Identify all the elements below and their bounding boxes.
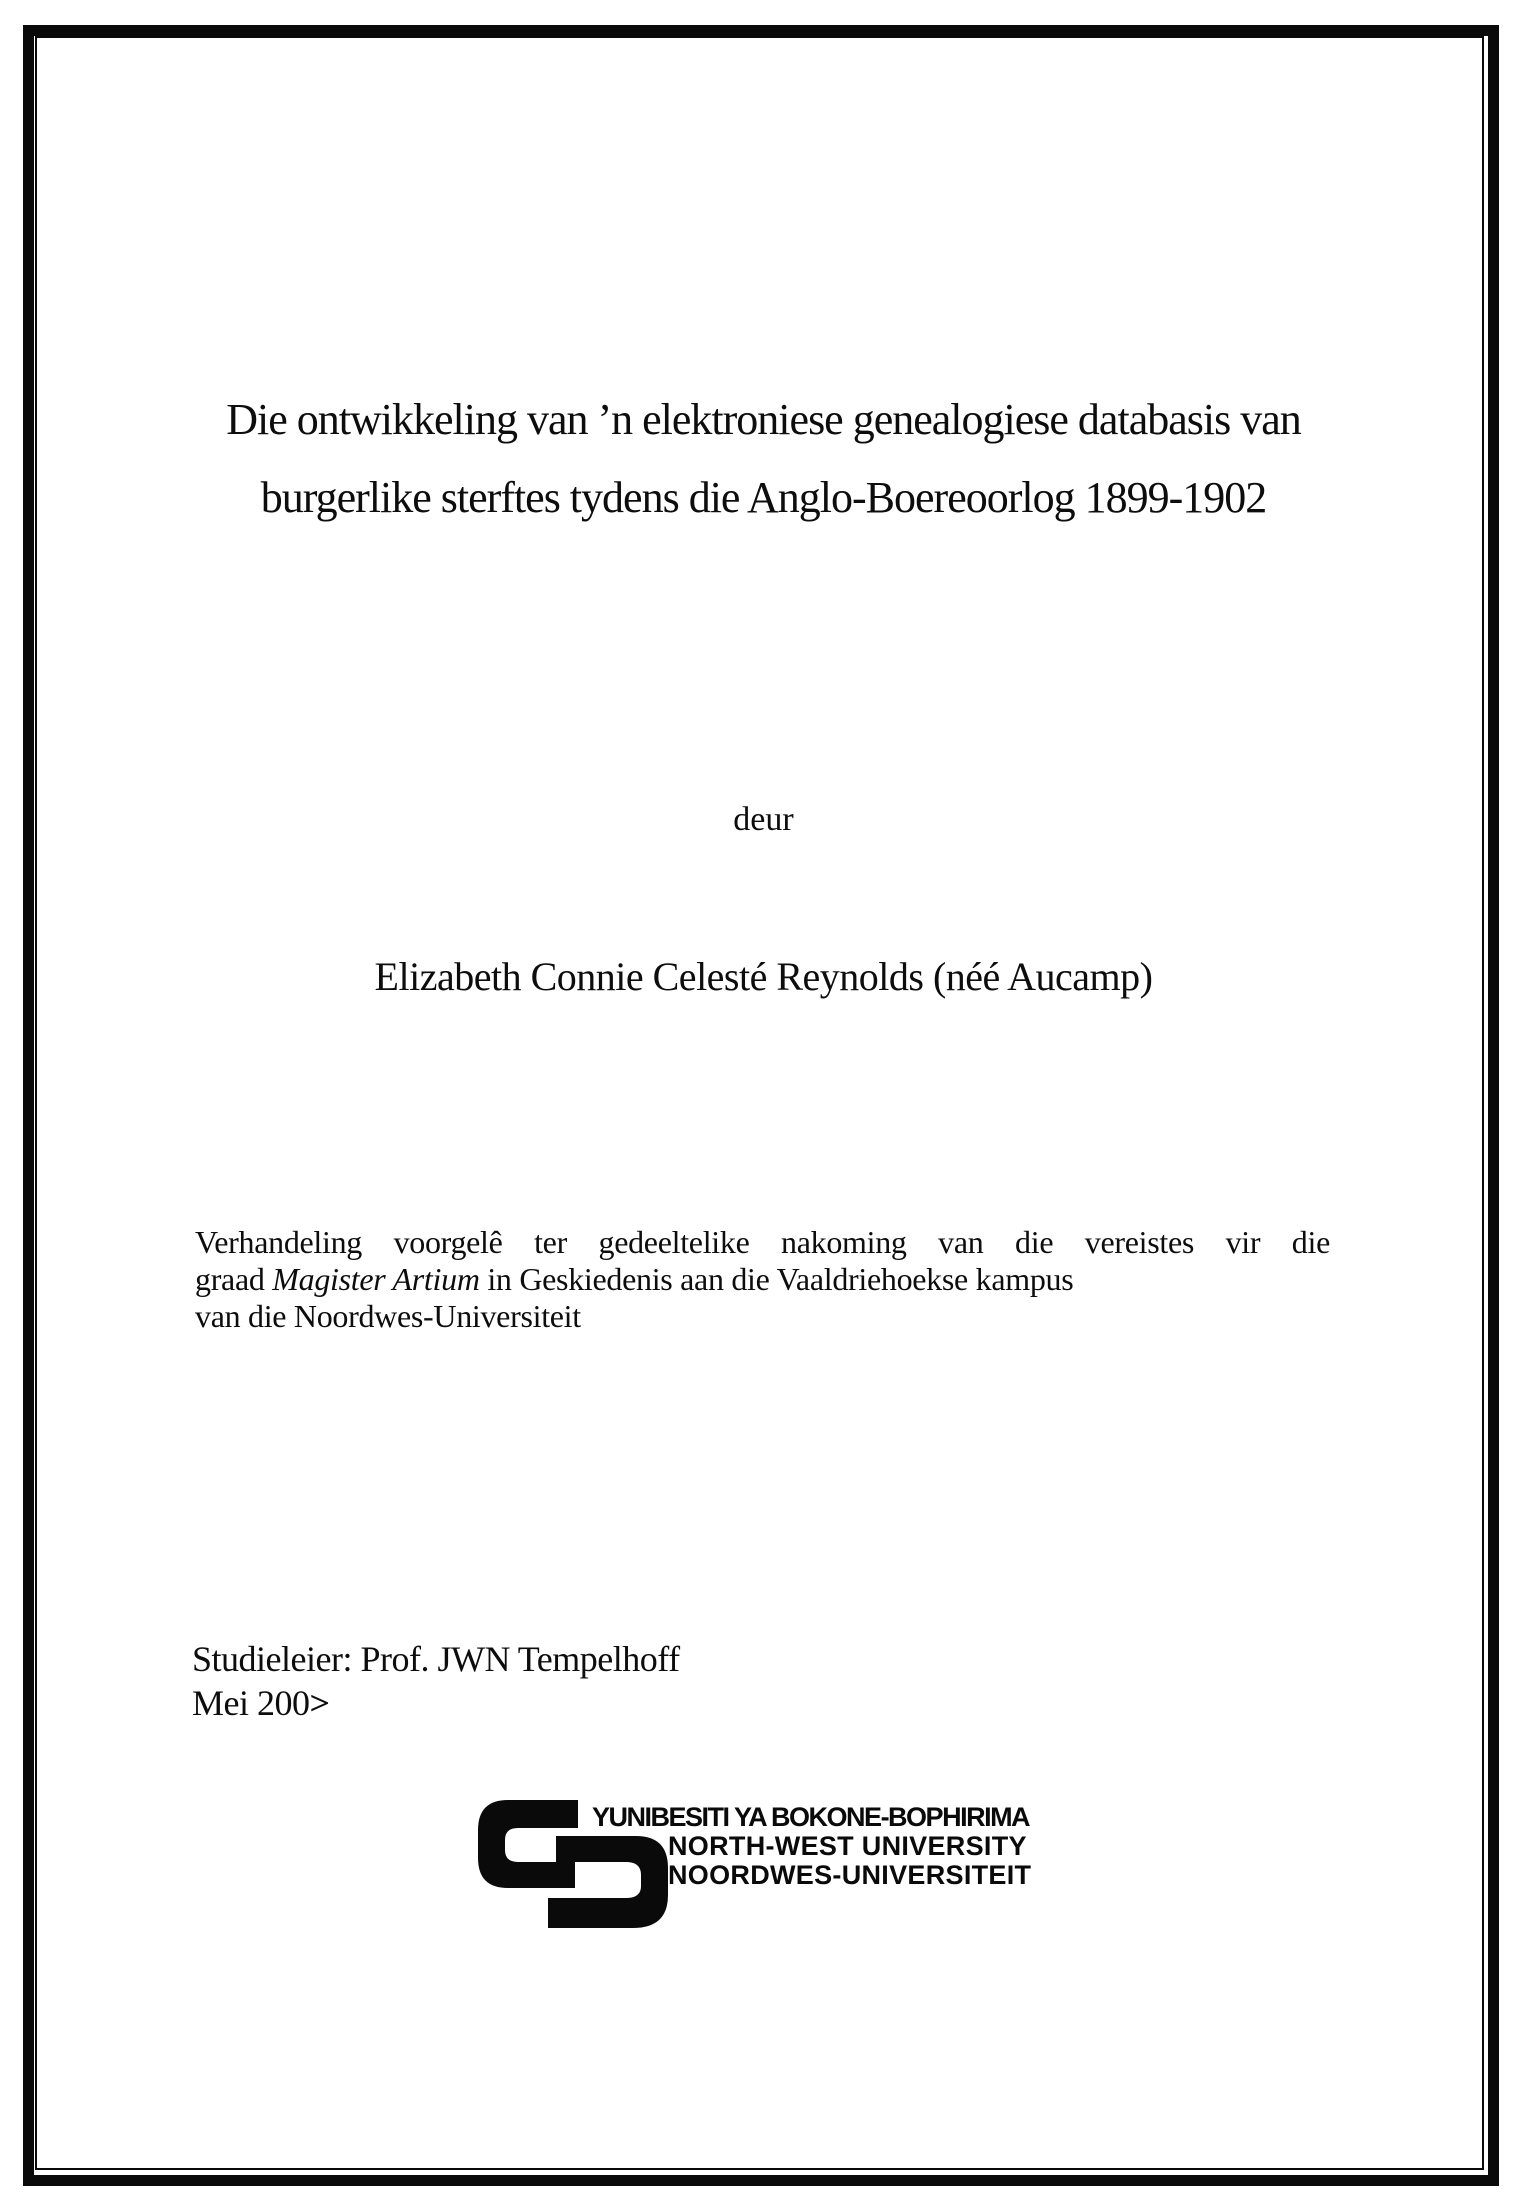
degree-statement-line-1: Verhandeling voorgelê ter gedeeltelike nakoming van die vereistes vir die: [195, 1224, 1330, 1260]
supervisor-block: [192, 1637, 680, 1725]
logo-text-setswana: YUNIBESITI YA BOKONE-BOPHIRIMA: [592, 1802, 1030, 1832]
thesis-title-line-1: Die ontwikkeling van ’n elektroniese genealogiese databasis van: [226, 395, 1301, 444]
degree-statement: [195, 1224, 1330, 1335]
date-prefix: Mei 200: [192, 1683, 310, 1723]
thesis-title: [0, 381, 1527, 537]
thesis-title-line-2: burgerlike sterftes tydens die Anglo-Boereoorlog 1899-1902: [260, 473, 1267, 522]
byline-label: deur: [733, 801, 794, 838]
degree-statement-line-2-post: in Geskiedenis aan die Vaaldriehoekse kampus: [479, 1261, 1074, 1297]
supervisor-line: Studieleier: Prof. JWN Tempelhoff: [192, 1639, 680, 1679]
degree-statement-line-2-pre: graad: [195, 1261, 273, 1297]
university-logo-text: [592, 1802, 1032, 1890]
degree-statement-line-2: [195, 1261, 1330, 1298]
date-final-digit-glyph: >: [309, 1685, 330, 1721]
logo-text-afrikaans: NOORDWES-UNIVERSITEIT: [668, 1860, 1032, 1890]
logo-text-english: NORTH-WEST UNIVERSITY: [668, 1831, 1027, 1861]
university-logo: [478, 1800, 1118, 1940]
date-line: [192, 1681, 680, 1725]
author-name: Elizabeth Connie Celesté Reynolds (néé Aucamp): [374, 954, 1153, 999]
degree-statement-line-3: van die Noordwes-Universiteit: [195, 1298, 581, 1334]
degree-name-italic: Magister Artium: [272, 1261, 480, 1297]
